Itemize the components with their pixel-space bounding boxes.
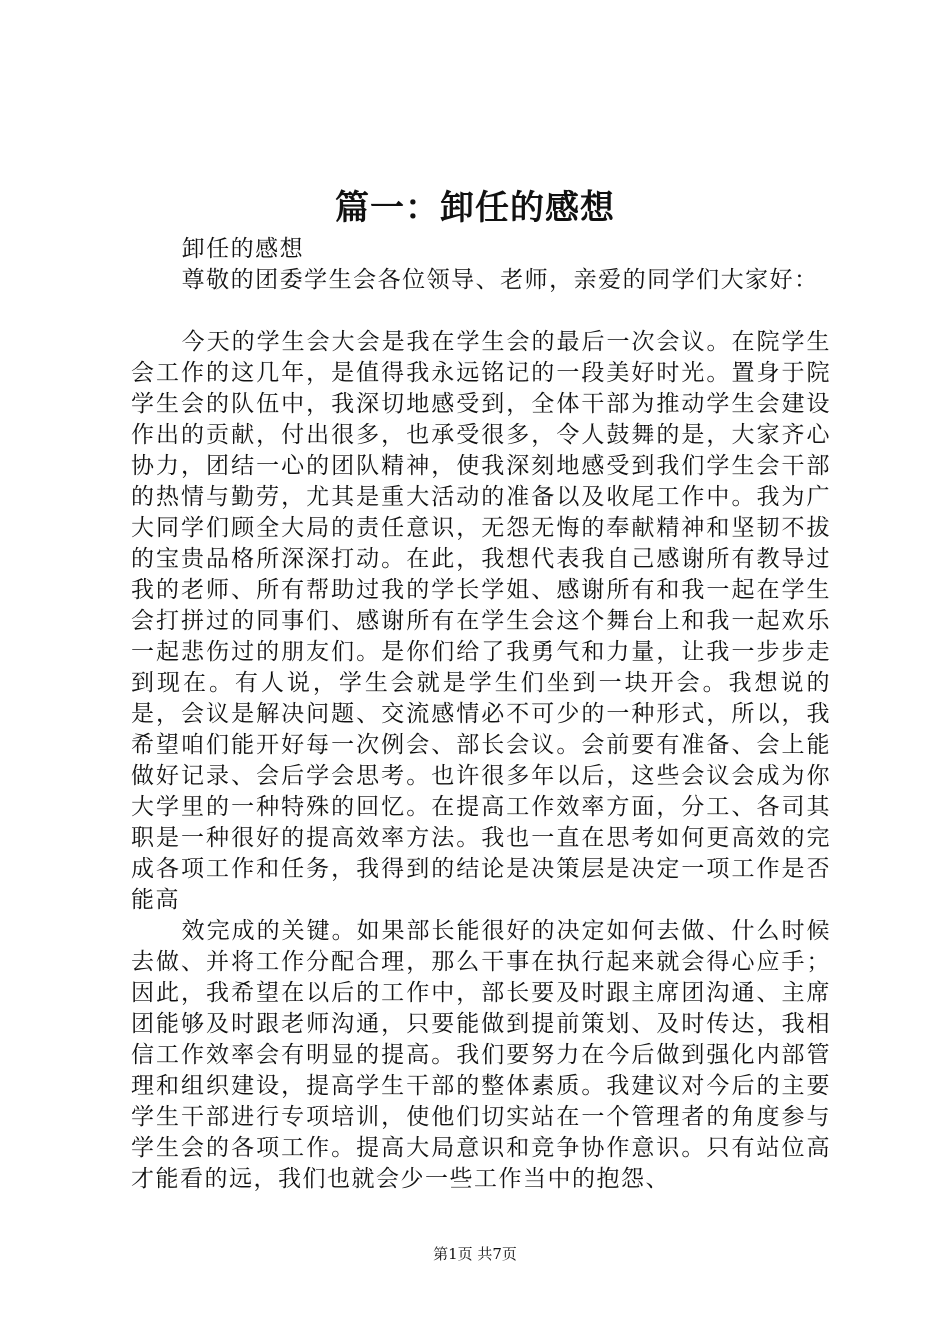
body-paragraph: 今天的学生会大会是我在学生会的最后一次会议。在院学生会工作的这几年，是值得我永远铭记的一段美好时光。置身于院学生会的队伍中，我深切地感受到，全体干部为推动学生会建设作出的贡献，付出很多，也承受很多，令人鼓舞的是，大家齐心协力，团结一心的团队精神，使我深刻地感受到我们学生会干部的热情与勤劳，尤其是重大活动的准备以及收尾工作中。我为广大同学们顾全大局的责任意识，无怨无悔的奉献精神和坚韧不拔的宝贵品格所深深打动。在此，我想代表我自己感谢所有教导过我的老师、所有帮助过我的学长学姐、感谢所有和我一起在学生会打拼过的同事们、感谢所有在学生会这个舞台上和我一起欢乐一起悲伤过的朋友们。是你们给了我勇气和力量，让我一步步走到现在。有人说，学生会就是学生们坐到一块开会。我想说的是，会议是解决问题、交流感情必不可少的一种形式，所以，我希望咱们能开好每一次例会、部长会议。会前要有准备、会上能做好记录、会后学会思考。也许很多年以后，这些会议会成为你大学里的一种特殊的回忆。在提高工作效率方面，分工、各司其职是一种很好的提高效率方法。我也一直在思考如何更高效的完成各项工作和任务，我得到的结论是决策层是决定一项工作是否能高 xyxy=(131,329,831,913)
subtitle-paragraph: 卸任的感想 xyxy=(181,236,305,262)
document-title: 篇一：卸任的感想 xyxy=(335,188,615,228)
greeting-paragraph: 尊敬的团委学生会各位领导、老师，亲爱的同学们大家好： xyxy=(181,267,819,293)
body-paragraph: 效完成的关键。如果部长能很好的决定如何去做、什么时候去做、并将工作分配合理，那么干事在执行起来就会得心应手；因此，我希望在以后的工作中，部长要及时跟主席团沟通、主席团能够及时跟老师沟通，只要能做到提前策划、及时传达，我相信工作效率会有明显的提高。我们要努力在今后做到强化内部管理和组织建设，提高学生干部的整体素质。我建议对今后的主要学生干部进行专项培训，使他们切实站在一个管理者的角度参与学生会的各项工作。提高大局意识和竞争协作意识。只有站位高才能看的远，我们也就会少一些工作当中的抱怨、 xyxy=(131,918,831,1192)
page-number-footer: 第1页 共7页 xyxy=(433,1245,517,1263)
document-body xyxy=(131,234,831,1195)
